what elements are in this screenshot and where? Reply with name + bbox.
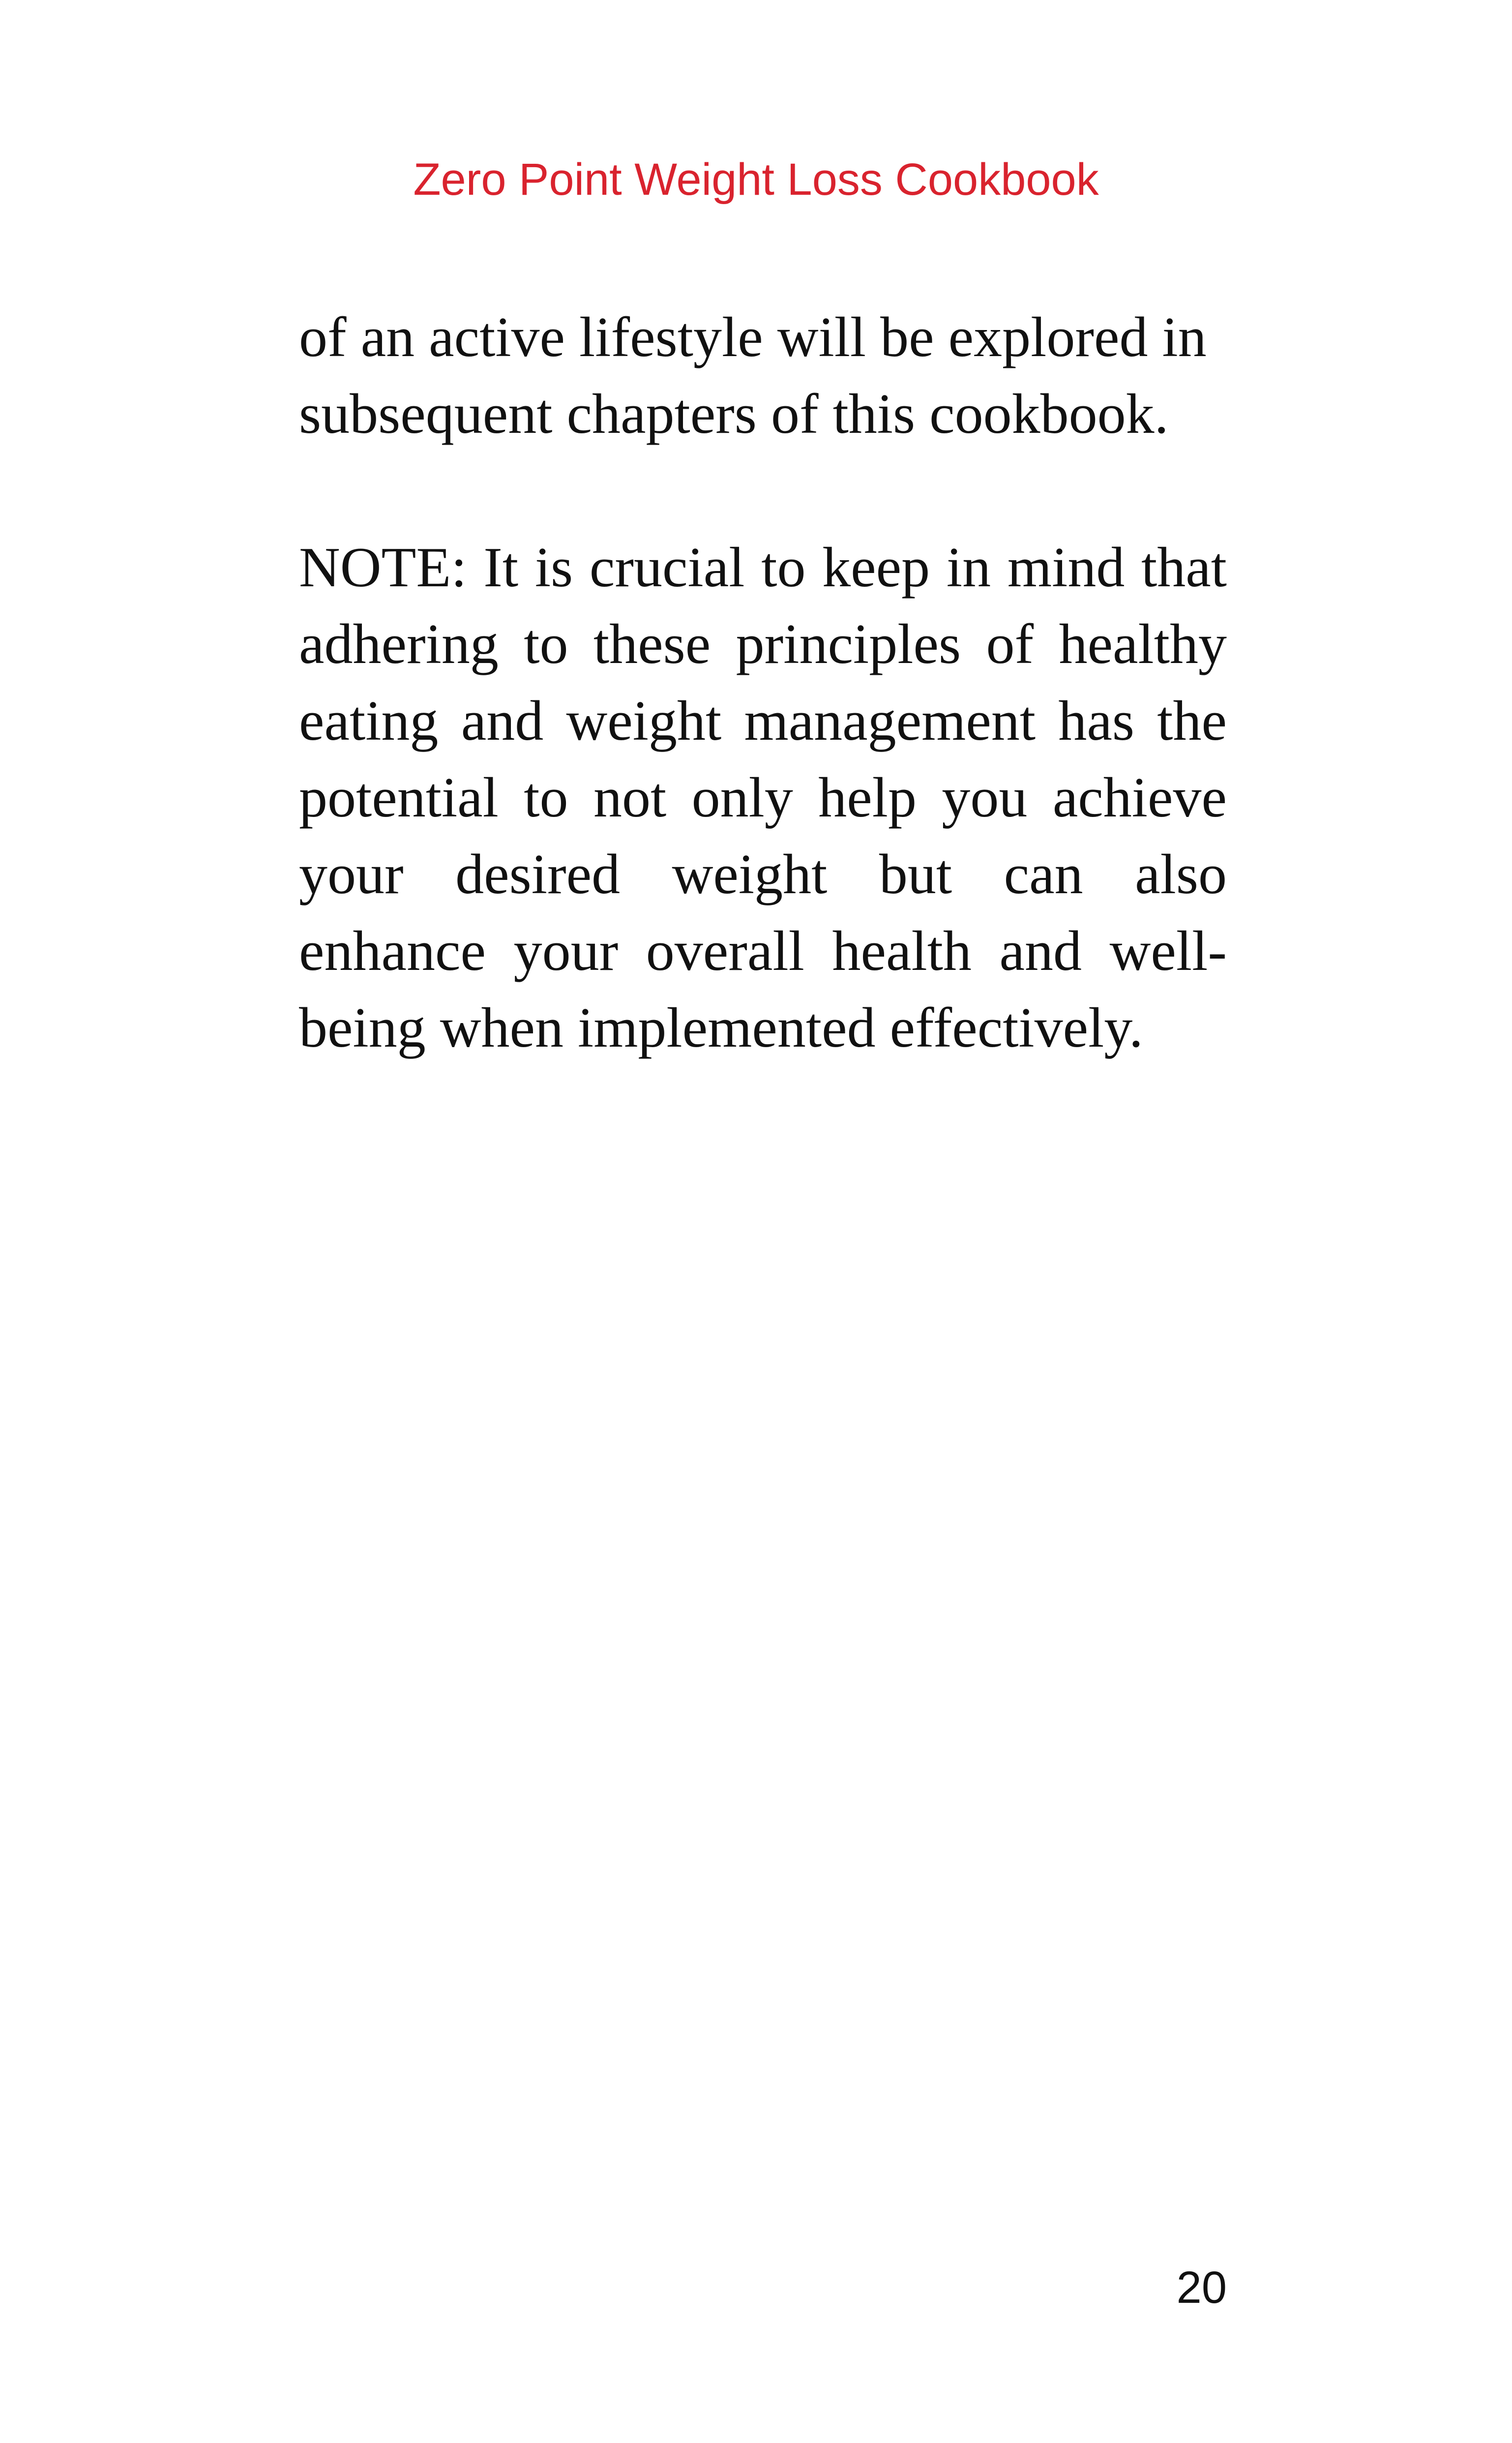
body-text: [299, 299, 1227, 1066]
paragraph-continued: of an active lifestyle will be explored in subsequent chapters of this cookbook.: [299, 306, 1207, 446]
page-number: 20: [1176, 2262, 1227, 2313]
paragraph-note: NOTE: It is crucial to keep in mind that adhering to these principles of healthy eating and weight management has the potential to not only help you achieve your desired weight but can also enhance your overall health and well-being when implemented effectively.: [299, 536, 1227, 1059]
running-header-title: Zero Point Weight Loss Cookbook: [413, 154, 1099, 205]
